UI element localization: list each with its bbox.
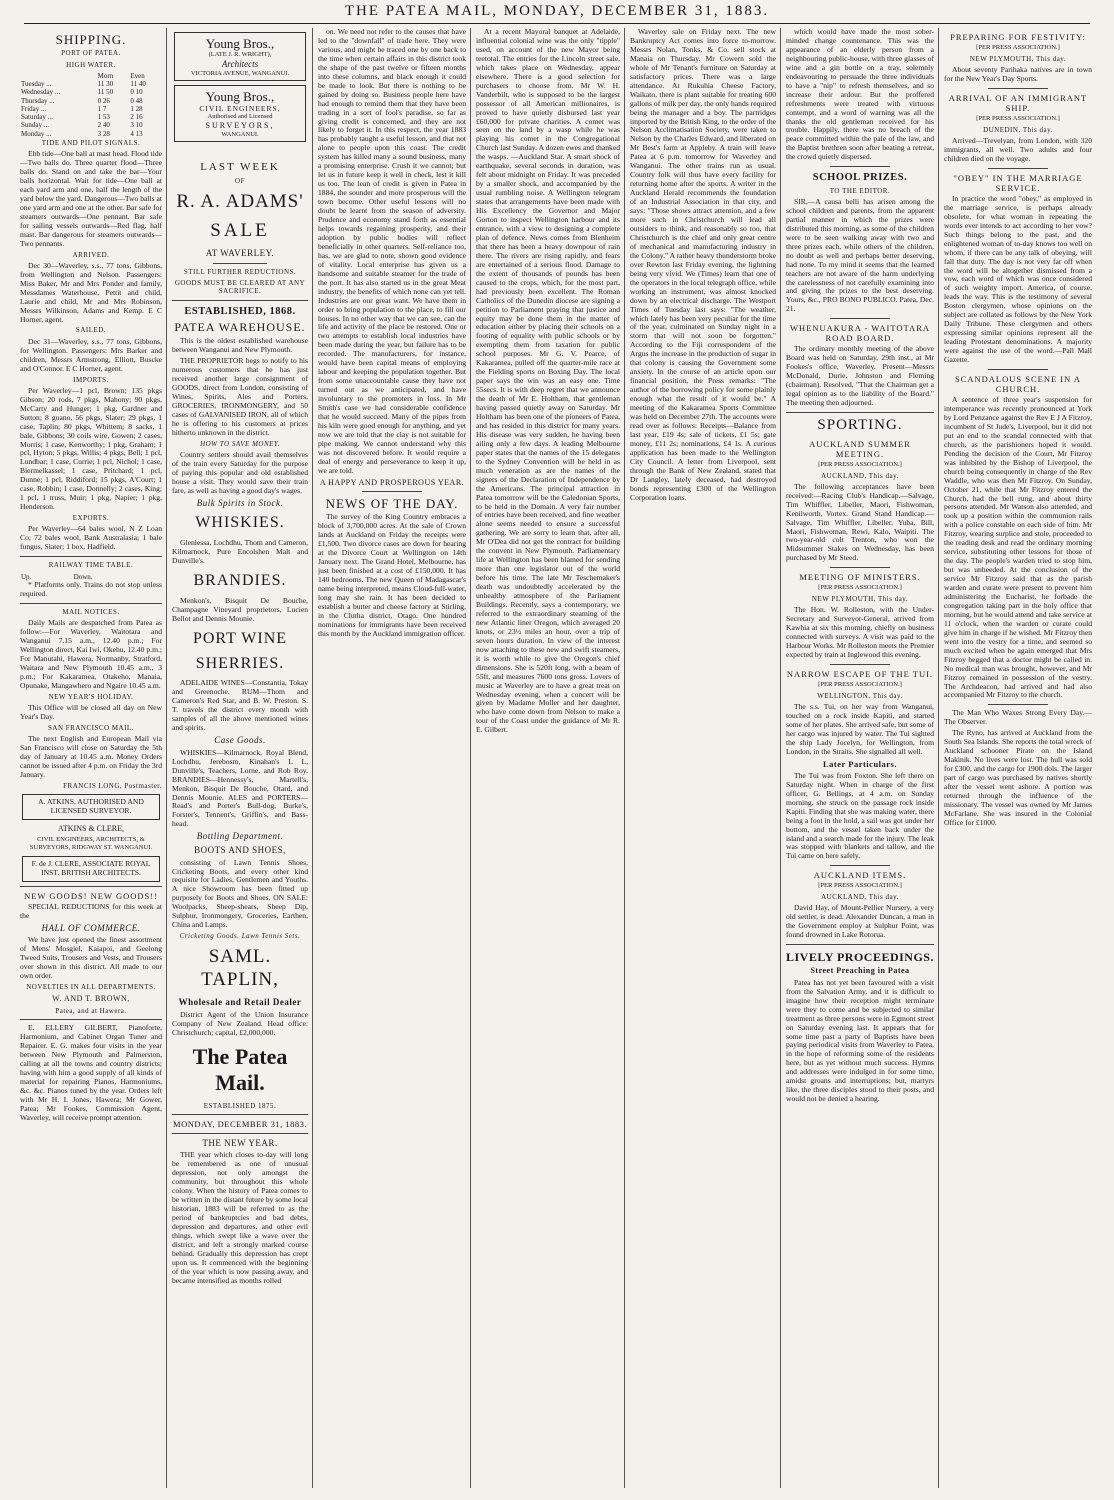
school-prizes-text: SIR,—A causa belli has arisen among the school children and parents, from the apparent partial manner in which the prizes were distributed this morning, as some of the children were to be seen walking away with two and three prizes each, while others of the children, no doubt as well and perhaps better deserving, had none. To my mind it seems that the learned teachers are not aware of the harm underlying the carelessness of not carefully examining into and giving the prizes to the best deserving. Yours, &c., PRO BONO PUBLICO. Patea, Dec. 21. xyxy=(786,196,934,314)
of-label: OF xyxy=(235,177,245,186)
high-water-heading: HIGH WATER. xyxy=(66,60,116,69)
divider xyxy=(988,88,1047,89)
imports-title: IMPORTS. xyxy=(73,375,109,384)
case-goods-text: WHISKIES—Kilmarnock, Royal Blend, Lochdhu, Jerebosm, Kinahan's L L, Dunville's, Teachers, Lorne, and Rob Roy. BRANDIES—Hennessy's, Martell's, Menkon, Bisquit De Bouche, Otard, and Dennis Mounie. ALES and PORTERS—Read's and Porter's Bull-dog, Burke's, Forster's, Tennent's, Griffin's, and Bass-head. xyxy=(172,747,308,829)
divider xyxy=(988,369,1047,370)
holiday-text: This Office will be closed all day on New Year's Day. xyxy=(20,702,162,721)
case-goods-heading: Case Goods. xyxy=(214,735,266,746)
tide-row xyxy=(20,121,162,129)
shipping-title: SHIPPING. xyxy=(55,32,127,47)
dateline: AUCKLAND, This day. xyxy=(821,893,899,902)
sf-text: The next English and European Mail via San Francisco will close on Saturday the 5th day of January at 10.45 a.m. Money Orders cannot be issued after 4 p.m. on Friday the 3rd January. xyxy=(20,733,162,779)
column-5 xyxy=(630,28,776,1488)
tide-row xyxy=(20,80,162,88)
divider xyxy=(830,865,889,866)
immigrant-ship-text: Arrived—Trevelyan, from London, with 320 immigrants, all well. Two adults and four children died on the voyage. xyxy=(944,135,1092,163)
tide-cell: Tuesday ... xyxy=(21,80,52,89)
immigrant-ship-title: ARRIVAL OF AN IMMIGRANT SHIP. xyxy=(948,92,1088,113)
mail-text: Daily Mails are despatched from Patea as follow:—For Waverley, Waitotara and Wanganui 7.15 a.m., 12.40 p.m.; For Wellington direct, Kai Iwi, Okehu, 12.40 p.m.; For Manutahi, Hawera, Normanby, Stratford, Waitara and New Plymouth 10.45 a.m., 3 p.m.; For Kakaramea, Otakeho, Manaia, Opunake, Mangawhero and Ngaire 10.45 a.m. xyxy=(20,617,162,690)
news-continued: Waverley sale on Friday next. The new Bankruptcy Act comes into force to-morrow. Messrs Nolan, Tonks, & Co. sell stock at Manaia on Thursday. Mr Cowern sold the whole of Mr Tenant's furniture on Saturday at satisfactory prices. There was a large attendance. At Rukuhia Cheese Factory, Waikato, there is plant suitable for treating 600 gallons of milk per day, the only hands required being the manager and a boy. The partridges imported by the British King, to the order of the Nelson Acclimatisation Society, were taken to Nelson by the Charles Edward, and liberated on Mr Best's farm at Appleby. A train will leave Patea at 6 p.m. tomorrow for Waverley and Wanganui. The other trains run as usual. Country folk will thus have every facility for returning home after the sports. A writer in the Auckland Herald recommends the foundation of an Industrial Association in that city, and says: "Those shows attract attention, and a few more such in Christchurch will lead all outsiders to think, and reasonably so too, that Christchurch is the chief and only great centre of mechanical and manufacturing industry in the Colony." A rather heavy thunderstorm broke over Rewton last Friday evening, the lightning being very vivid. We (Times) learn that one of the operators in the local telegraph office, while working an instrument, was almost knocked down by an electrical discharge. The Westport Times of Tuesday last says: "The weather, which lately has been very peculiar for the time of the year, culminated on Sunday night in a storm that will not soon be forgotten." According to the Fiji correspondent of the Argus the increase in the production of sugar in that colony is causing the Government some anxiety. In the course of an article upon our financial position, the Press remarks: "The author of the borrowing policy for some plainly enough what the result of it would be." A meeting of the Kakaramea Sports Committee was held on December 27th. The accounts were read over as follows: Receipts—Balance from last year, £19 4s; sale of tickets, £1 5s; gate money, £11 2s; nominations, £4 1s. A curious application has been made to the Wellington City Council. A letter from Liverpool, sent through the Bank of New Zealand, stated that Dr Langley, lately deceased, had destroyed bonds representing £300 of the Wellington Corporation loans. xyxy=(630,28,776,502)
tide-cell: 11 30 xyxy=(97,80,114,89)
tide-cell: 3 10 xyxy=(130,121,143,130)
paper-nameplate: The Patea Mail. xyxy=(192,1043,288,1095)
tide-row xyxy=(20,97,162,105)
tide-cell: 0 10 xyxy=(130,88,143,97)
tide-header-cell: Even xyxy=(130,71,145,80)
tide-cell: 11 40 xyxy=(130,80,146,89)
auckland-items-text: David Hay, of Mount-Pellier Nursery, a very old settler, is dead. Alexander Duncan, a man in the Government employ at Sulphur Point, was found drowned in Lake Rotorua. xyxy=(786,903,934,940)
imports-text: Per Waverley—1 pcl, Brown; 135 pkgs Gibson; 20 rods, 7 pkgs, Mahony; 90 pkgs, McCarty and Hunger; 1 pkg, Gardner and Sutton; 8 guano, 56 pkgs, Slater; 29 pkgs, 1 case, Taplin; 80 pkgs, Whittem; 8 sacks, 1 bale, Gibbons; 30 coils wire, Gowen; 2 cases, Morris; 1 case, Kenworthy; 1 pkg, Graham; 1 pcl, Hyton; 5 pkgs, Willis; 4 pkgs, Bell; 1 pcl, Lundbar; 1 case, Currie; 1 pcl, Nichol; 1 case, Biermelkassel; 1 case, Pritchard; 1 pcl, Dunne; 1 pcl, Riddiford; 15 pkgs, A'Court; 1 case, Robbin; 1 case, Donnelly; 2 cases, King; 1 pcl, 1 truss, Muir; 1 pkg, Napier; 1 pkg, Henderson. xyxy=(20,385,162,512)
divider xyxy=(786,412,934,413)
masthead-rule xyxy=(24,23,1090,24)
established-heading: ESTABLISHED, 1868. xyxy=(184,305,296,317)
sf-title: SAN FRANCISCO MAIL. xyxy=(48,723,134,732)
festivity-text: About seventy Parihaka natives are in town for the New Year's Day Sports. xyxy=(944,65,1092,83)
arrived-title: ARRIVED. xyxy=(72,250,110,259)
divider xyxy=(830,567,889,568)
goods-signature: W. AND T. BROWN, xyxy=(52,994,130,1004)
dateline: NEW PLYMOUTH, This day. xyxy=(811,595,909,604)
goods-novelties: NOVELTIES IN ALL DEPARTMENTS. xyxy=(26,983,156,992)
taplin-subtitle: Wholesale and Retail Dealer xyxy=(178,997,302,1008)
tide-header-cell: Morn xyxy=(97,71,114,80)
dateline: WELLINGTON, This day. xyxy=(817,691,903,700)
tide-cell: 4 13 xyxy=(130,129,143,138)
tide-cell: Saturday ... xyxy=(21,113,53,122)
scandal-title: SCANDALOUS SCENE IN A CHURCH. xyxy=(954,373,1082,394)
railway-header-down: Down. xyxy=(73,572,93,581)
bulk-heading: Bulk Spirits in Stock. xyxy=(196,497,284,508)
later-text: The Tui was from Foxton. She left there on Saturday night. When in charge of the first officer, G. Bellings, at 4 a.m. on Sunday morning, she struck on the passage rock inside Kapiti. Finding that she was making water, there being a foot in the hold, a sail was got under her bottom, and the vessel taken back under the island and a search made for the injury. The leak was stopped with blankets and tallow, and the Tui came on here safely. xyxy=(786,770,934,861)
divider xyxy=(172,1114,308,1115)
cricket-line: Cricketing Goods. Lawn Tennis Sets. xyxy=(179,932,301,941)
tide-cell: 0 48 xyxy=(130,96,143,105)
warehouse-subtitle: This is the oldest established warehouse between Wanganui and New Plymouth. xyxy=(172,336,308,355)
column-6 xyxy=(786,28,934,1488)
brandies-list: Menkon's, Bisquit De Bouche, Champagne Vineyard proprietors, Lucien Bellot and Dennis Mounie. xyxy=(172,595,308,623)
divider xyxy=(988,704,1047,705)
divider xyxy=(172,1133,308,1134)
divider xyxy=(213,263,267,264)
divider xyxy=(20,603,162,604)
ministers-title: MEETING OF MINISTERS. xyxy=(799,572,921,583)
column-rule xyxy=(938,28,939,1488)
young-bros-surveyors: SURVEYORS, xyxy=(205,121,275,131)
young-bros-late: (LATE J. R. WRIGHT), xyxy=(208,51,272,59)
atkins-ad: A. ATKINS, AUTHORISED AND LICENSED SURVEYOR. xyxy=(22,794,160,820)
summer-meeting-title: AUCKLAND SUMMER MEETING. xyxy=(809,438,911,459)
wines-text: ADELAIDE WINES—Constantia, Tokay and Greenoche. RUM—Thom and Cameron's Red Star, and B. W. Preston. S. T. travels the district every month with samples of all the above mentioned wines and spirits. xyxy=(172,678,308,733)
sf-signature: FRANCIS LONG, Postmaster. xyxy=(63,781,162,790)
lively-title: LIVELY PROCEEDINGS. xyxy=(786,950,934,965)
bottling-heading: Bottling Department. xyxy=(196,831,284,842)
young-bros-role: CIVIL ENGINEERS, xyxy=(199,103,281,113)
column-rule xyxy=(624,28,625,1488)
school-prizes-to: TO THE EDITOR. xyxy=(829,186,891,195)
masthead: THE PATEA MAIL, MONDAY, DECEMBER 31, 1883. xyxy=(344,3,770,19)
dateline: AUCKLAND, This day. xyxy=(821,471,899,480)
lively-subtitle: Street Preaching in Patea xyxy=(810,966,910,976)
happy-new-year: A HAPPY AND PROSPEROUS YEAR. xyxy=(319,477,465,487)
waxes-text: The Ryno, has arrived at Auckland from the South Sea Islands. She reports the total wreck of Auckland schooner Pirate on the Island Makinik. No lives were lost. The hull was sold for £300, and the cargo for 1900 dols. The larger part of cargo was purchased by natives shortly after the vessel went ashore. A portion was returned through the influence of the missionary. The vessel was owned by Mr James McFarlane. She was insured in the Colonial Office for £1000. xyxy=(944,728,1092,827)
taplin-name: SAML. TAPLIN, xyxy=(201,946,279,990)
port-heading: PORT OF PATEA. xyxy=(61,49,121,58)
sporting-title: SPORTING. xyxy=(817,417,903,434)
column-rule xyxy=(166,28,167,1488)
ministers-text: The Hon. W. Rolleston, with the Under-Secretary and Surveyor-General, arrived from Kawhia at six this morning, chiefly on business connected with surveys. A visit was paid to the Harbour Works. Mr Rolleston meets the Premier expected by train at Inglewood this evening. xyxy=(786,605,934,660)
tide-row xyxy=(20,113,162,121)
tide-cell: 2 16 xyxy=(130,113,143,122)
exports-title: EXPORTS. xyxy=(72,514,110,523)
divider xyxy=(20,556,162,557)
tide-cell: 11 50 xyxy=(97,88,114,97)
brandies-heading: BRANDIES. xyxy=(193,571,287,589)
news-continued: At a recent Mayoral banquet at Adelaide, influential colonial wine was the only "tipple" used, on account of the new Mayor being teetotal. The entries for the Lincoln street sale, which takes place on Wednesday, appear elsewhere. There is a good selection for purchasers to choose from. Mr W. H. Vanderbilt, who is supposed to be the largest possessor of all American millionaires, is proved to have quietly disbursed last year £60,000 for private charities. A comet was seen on the land by a wasp while he was playing his comet in the Congregational Church last Sunday. A dozen ewes and thanked the wasps. —Auckland Star. A smart shock of earthquake, several seconds in duration, was felt about midnight on Friday. It was preceded by a smaller shock, and accompanied by the usual rumbling noise. A Wellington telegram states that arrangements have been made with His Excellency the Governor and Major Gorton to inspect Wellington harbour and its entrance, with a view to designing a complete plan of defence. News comes from Blenheim that there has been a heavy downpour of rain there. The rivers are rising rapidly, and fears are entertained of a serious flood. Damage to the extent of thousands of pounds has been caused to the crops, which, for the most part, had previously been excellent. The Roman Catholics of the Dunedin diocese are signing a petition to Parliament praying that justice and equity may be done them in the matter of education either by placing their schools on a footing of equality with public schools or by exempting them from taxation for public school purposes. Mr G. V. Pearce, of Kakaramea, pulled off the quarter-mile race at the Fielding sports on Boxing Day. The local paper says the win was an easy one. Time 55secs. It is with deep regret that we announce the death of Mr E. Holtham, that gentleman having passed quietly away on Saturday. Mr Holtham has been one of the pioneers of Patea, and has resided in this district for many years. His disease was very sudden, he having been ailing only a few days. A leading Melbourne paper states that the names of the 15 delegates to the Sydney Convention will be held in as much veneration as are the names of the signers of the Declaration of Independence by the Americans. The principal attraction in Patea tomorrow will be the Caledonian Sports, to be held in the Domain. A very fair number of entries have been received, and fine weather alone seems needed to ensure a successful gathering. We are sorry to learn that, after all, Mr O'Dea did not get the contract for building the convent in New Plymouth. Parliamentary life at Wellington has been blamed for sending more than one legislator out of the world before his time. The late Mr Teschemaker's death was undoubtedly accelerated by the unhealthy atmosphere of the Parliament Buildings. Recently, says a contemporary, we referred to the extraordinary steaming of the new Atlantic liner Oregon, which averaged 20 knots, or 23½ miles an hour, over a trip of seven hours duration. In view of the interest now attaching to these new and swift steamers, it is worth while to give the Oregon's chief dimensions. She is 520ft long, with a beam of 55ft, and measures 7600 tons gross. Lovers of music at Waverley are to have a great treat on Wednesday evening, when a concert will be given by Madame Moller and her daughter, who have come down from Nelson to make a tour of the Coast under the guidance of Mr R. E. Gilbert. xyxy=(476,28,620,735)
road-board-text: The ordinary monthly meeting of the above Board was held on Saturday, 29th inst., at Mr Fookes's office, Waverley. Present—Messrs McDonald, Durie, Johnston and Fleming (chairman). Resolved, "That the Chairman get a legal opinion as to the liability of the Board." The meeting then adjourned. xyxy=(786,344,934,408)
editorial-text: on. We need not refer to the causes that have led to the "downfall" of trade here. They were various, and might be traced one by one back to the time when certain affairs in this district took the shape of the past twelve or fifteen months into these columns, and black enough it could be made to look. But there is nothing to be gained by doing so. Business people here have had enough to remind them that they have been trading in a sort of fool's paradise, so far as giving credit is concerned, and they are not likely to forget it. In this respect, the year 1883 has probably taught a useful lesson, and that not alone to people upon this coast. The credit system has killed many a sound business, many a promising enterprise. Crush it we cannot; but let us in future keep it well in check, lest it kill us too. The lean of credit is given in Patea in 1884, the sounder and more prosperous will the town become. Other useful lessons will no doubt be learnt from the season of adversity. Prudence and economy stand forth as essential helps towards regaining prosperity, and their adoption by public bodies will reflect beneficially in other quarters. Self-reliance too, has, we are glad to note, shown good evidence of vitality. Local enterprise has given us a handsome and suitable steamer for the trade of the port. It has also started us in the great Meat industry, the benefits of which none can yet tell. Industries are our great want. We have them in order to bring population to the place, to fill our houses. In no other way that we can see, can the life and activity of the place be restored. One or two attempts to establish local industries have been made during the year, but failure has to be recorded. The manufacturers, for instance, would have been capital means of employing labour and keeping the population together. But from some unaccountable cause they have not turned out as we anticipated, and have involuntary to the promoters in loss. In Mr Smith's case we had considerable confidence that he would succeed. Many of the pipes from his kiln were good enough for anything, and yet now we are told that the clay is not suitable for pipe making. We cannot understand why this was not discovered before. It would require a deal of energy and perseverance to keep it up, we are told. xyxy=(318,28,466,475)
divider xyxy=(830,318,889,319)
new-year-title: THE NEW YEAR. xyxy=(202,1137,278,1148)
divider xyxy=(988,168,1047,169)
signals-title: TIDE AND PILOT SIGNALS. xyxy=(41,138,141,147)
divider xyxy=(830,664,889,665)
tide-cell: Friday ... xyxy=(21,104,47,113)
paper-established: ESTABLISHED 1875. xyxy=(203,1101,277,1110)
dateline: DUNEDIN, This day. xyxy=(983,125,1053,134)
clere-details: CIVIL ENGINEERS, ARCHITECTS, & SURVEYORS, RIDGWAY ST. WANGANUI. xyxy=(29,836,153,852)
column-2 xyxy=(172,28,308,1488)
goods-head: SPECIAL REDUCTIONS for this week at the xyxy=(20,901,162,920)
arrived-text: Dec 30—Waverley, s.s., 77 tons, Gibbons, from Wellington and Nelson. Passengers: Miss Baker, Mr and Mrs Ponder and family, Messdames Waterhouse, Pettit and child, Laurie and child, Mr and Mrs Robinson, Messrs Wilkinson, Adams and Kemp. E C Horner, agent. xyxy=(20,260,162,324)
gilbert-ad: E. ELLERY GILBERT, Pianoforte, Harmonium, and Cabinet Organ Tuner and Repairer. E. G. makes four visits in the year between New Plymouth and Palmerston, calling at all the towns and country districts; having with him a good supply of all kinds of material for repairing Pianos, Harmoniums, &c. &c. Pianos tuned by the year. Orders left with Mr H. I. Jones, Hawera; Mr Gower, Patea; Mr Fookes, Commission Agent, Waverley, will receive prompt attention. xyxy=(20,1022,162,1122)
tide-cell: 1 28 xyxy=(130,104,143,113)
sailed-text: Dec 31—Waverley, s.s., 77 tons, Gibbons, for Wellington. Passengers: Mrs Barker and children, Messrs Armstrong, Elliott, Buscke and O'Connor. E C Horner, agent. xyxy=(20,336,162,373)
tide-cell: Monday ... xyxy=(21,129,52,138)
press-assoc-tag: [PER PRESS ASSOCIATION.] xyxy=(818,882,902,890)
lively-text: Patea has not yet been favoured with a visit from the Salvation Army, and it is difficult to imagine how their reception might terminate were they to come and be subjected to similar treatment as three persons were in Egmont street on Saturday evening last. It appears that for some time past a party of Baptists have been paying periodical visits from Waverley to Patea, in the hope of reforming some of the residents here, but as yet without much success. Hymns and addresses were indulged in for some time, amidst groans and interruptions; but, martyrs like, the three disciples stood to their posts, and would not be denied a hearing. xyxy=(786,977,934,1104)
port-wine-heading: PORT WINE xyxy=(192,629,288,647)
column-4 xyxy=(476,28,620,1488)
obey-text: In practice the word "obey," as employed in the marriage service, is perhaps already obsolete, for what woman in repeating the words ever intends to act according to her vow? Such things belong to the past, and the enlightened woman of to-day knows too well on whom, if there can be any talk of obeying, will fall that duty. The day is not very far off when the word will be altogether dismissed from a vow, each word of which was once considered of such weighty import. America, of course, leads the way. This is the testimony of several Boston clergymen, whose opinions on the subject are collated as follows by the New York Daily Tribune. These clergymen and others expressing similar opinions represent all the leading Protestant denominations. A majority were against the use of the word.—Pall Mall Gazette. xyxy=(944,193,1092,365)
news-text: The survey of the King Country embraces a block of 3,700,000 acres. At the sale of Crown lands at Auckland on Friday the receipts were £1,500. Two divorce cases are down for hearing at the Divorce Court at Wellington on 14th January next. The Grand Hotel, Melbourne, has just been finished at a cost of £150,000. It has 140 bedrooms. The new Queen of Madagascar's name being interpreted, means Cloud-full-water, long may she rain. It has been decided to establish a butter and cheese factory at Stirling, in the Clutha district, Otago. One hundred nominations for immigrants have been received this month by the Auckland immigration officer. xyxy=(318,512,466,638)
press-assoc-tag: [PER PRESS ASSOCIATION.] xyxy=(976,44,1060,52)
young-bros-address: VICTORIA AVENUE, WANGANUI. xyxy=(190,69,290,77)
column-3 xyxy=(318,28,466,1488)
sporting-text: The following acceptances have been received:—Racing Club's Handicap.—Salvage, Tim Whiffler, Libeller, Maori, Fishwoman, Kenilworth, Vortex. Grand Stand Handicap.—Salvage, Tim Whiffler, Libeller, Yuba, Bill, Maori, Fishwoman, Rewi, Kalo, Waipiti. The two-year-old colt Trenton, who won the Midsummer Stakes on Wednesday, has been purchased by Mr Steed. xyxy=(786,481,934,563)
divider xyxy=(362,491,421,492)
boots-text: consisting of Lawn Tennis Shoes, Cricketing Boots, and every other kind requisite for Ladies, Gentlemen and Youths. A nice Showroom has been fitted up purposely for Boots and Shoes. ON SALE: Woolpacks, Sheep-shears, Sheep Dip, Sulphur, Ironmongery, Groceries, Earthen, China and Lamps. xyxy=(172,857,308,930)
auckland-items-title: AUCKLAND ITEMS. xyxy=(813,870,907,881)
press-assoc-tag: [PER PRESS ASSOCIATION.] xyxy=(976,114,1060,122)
column-7 xyxy=(944,28,1092,1488)
young-bros-architects-ad xyxy=(174,32,306,81)
tide-cell: 1 7 xyxy=(97,104,107,113)
tide-row xyxy=(20,130,162,138)
tui-text: The s.s. Tui, on her way from Wanganui, touched on a rock inside Kapiti, and started some of her plates. She arrived safe, but some of her cargo was injured by water. The Tui sighted the ship Lady Jocelyn, for Wellington, from London, in the Straits. She signalled all well. xyxy=(786,702,934,756)
column-rule xyxy=(780,28,781,1488)
goods-hall: HALL OF COMMERCE. xyxy=(41,922,141,933)
press-assoc-tag: [PER PRESS ASSOCIATION.] xyxy=(818,681,902,689)
young-bros-engineers-ad xyxy=(174,85,306,142)
whiskies-heading: WHISKIES. xyxy=(195,514,285,532)
scandal-text: A sentence of three year's suspension for intemperance was recently pronounced at York by Lord Penzance against the Rev E J A Fitzroy, incumbent of St Jude's, Liverpool, but it did not put an end to the scandal connected with that church, as the parishioners hoped it would. Pending the decision of the Court, Mr Fitzroy was inhibited by the Bishop of Liverpool, the church being consequently in charge of the Rev Waddle, who was then Mr Fitzroy. On Sunday, October 21, while that Mr Fitzroy entered the Church, had the bell rung, and about thirty persons attended. Mr Watson also attended, and took up a position within the communion rails with a police constable on each side of him. Mr Fitzroy, wearing surplice and stole, proceeded to the reading desk and read the ordinary morning service, substituting other lessons for those of the day. The people's warden tried to stop him, but was unheeded. At the conclusion of the service Mr Fitzroy said that as the parish warden and curate were present to prevent him administering the Eucharist, he forbade the congregation taking part in the holy office that morning, but he would attend and take service at 11 o'clock, when the warden or curate could give him in charge if he wished. Mr Fitzroy then went into the vestry for a time, and seemed so much excited when he again emerged that Mrs Fitzroy begged that a doctor might be called in. No medical man was brought, however, and Mr Fitzroy remained in possession of the vestry. The Archdeacon, had arrived and had also accompanied Mr Fitzroy to the church. xyxy=(944,395,1092,700)
column-rule xyxy=(470,28,471,1488)
sale-heading: SALE xyxy=(210,219,270,241)
cleared-line: GOODS MUST BE CLEARED AT ANY SACRIFICE. xyxy=(174,279,306,296)
festivity-title: PREPARING FOR FESTIVITY: xyxy=(950,32,1086,42)
tide-cell: 1 53 xyxy=(97,113,110,122)
sailed-title: SAILED. xyxy=(75,326,107,335)
divider xyxy=(20,1019,162,1020)
clere-name: ATKINS & CLERE, xyxy=(58,823,124,833)
road-board-title: WHENUAKURA - WAITOTARA ROAD BOARD. xyxy=(790,323,930,344)
young-bros-auth: Authorised and Licensed xyxy=(207,113,273,121)
sale-location: AT WAVERLEY. xyxy=(205,248,275,259)
tide-cell: 3 28 xyxy=(97,129,110,138)
young-bros-address: WANGANUI. xyxy=(221,130,259,138)
column-1 xyxy=(20,28,162,1488)
waxes-line: The Man Who Waxes Strong Every Day.—The Observer. xyxy=(944,708,1092,727)
obey-title: "OBEY" IN THE MARRIAGE SERVICE. xyxy=(953,172,1083,193)
dateline: NEW PLYMOUTH, This day. xyxy=(969,54,1067,63)
tide-header-row xyxy=(20,72,162,80)
boots-heading: BOOTS AND SHOES, xyxy=(194,844,286,855)
press-assoc-tag: [PER PRESS ASSOCIATION.] xyxy=(818,460,902,468)
railway-note: * Platforms only. Trains do not stop unless required. xyxy=(20,579,162,598)
new-year-text: THE year which closes to-day will long be remembered as one of unusual depression, not only amongst the community, but throughout this whole colony. When the history of Patea comes to be written in the distant future by some local historian, 1883 will be referred to as the period of bankruptcies and bad debts, depression and departures, and other evil things, which swept like a wave over the district, and left a strongly marked course behind. Gradually this depression has crept upon us. It commenced with the beginning of the year which is now passing away, and became intensified as months rolled xyxy=(172,1150,308,1285)
union-text: District Agent of the Union Insurance Company of New Zealand. Head office: Christchurch; capital, £2,000,000. xyxy=(172,1009,308,1037)
tide-cell: 0 26 xyxy=(97,96,110,105)
tide-header-cell xyxy=(20,72,97,80)
proprietor-text: THE PROPRIETOR begs to notify to his numerous customers that he has just received another large consignment of GOODS, direct from London, consisting of Wines, Spirits, Ales and Porters, GROCERIES, IRONMONGERY, and 50 cases of GALVANISED IRON, all of which he is offering to his customers at prices hitherto unknown in the district. xyxy=(172,356,308,437)
paper-date: MONDAY, DECEMBER 31, 1883. xyxy=(173,1118,307,1129)
last-week: LAST WEEK xyxy=(200,161,280,174)
young-bros-name: Young Bros., xyxy=(205,89,275,105)
preaching-continued: which would have made the most sober-minded change countenance. This was the appearance of an elderly person from a neighbouring public-house, with three glasses of wine and a gin bottle on a tray, solemnly endeavouring to persuade the three individuals to have a "nip" to refresh themselves, and so increase their ardour. But the proffered refreshments were treated with virtuous contempt, and a word of warning was all the thanks the old gentleman received for his trouble. Happily, there was no breach of the peace committed within the pale of the law, and the Baptist brethren soon after beating a retreat, the crowd quietly dispersed. xyxy=(786,28,934,162)
column-rule xyxy=(312,28,313,1488)
divider xyxy=(830,166,889,167)
tide-row xyxy=(20,105,162,113)
reductions-line: STILL FURTHER REDUCTIONS. xyxy=(183,267,297,276)
railway-title: RAILWAY TIME TABLE. xyxy=(48,561,134,570)
whiskies-list: Glenlessa, Lochdhu, Thom and Cameron, Kilmarnock, Pure Encolshen Malt and Dunville's. xyxy=(172,538,308,565)
tide-cell: Wednesday ... xyxy=(21,88,61,97)
tide-cell: 2 40 xyxy=(97,121,110,130)
young-bros-name: Young Bros., xyxy=(205,36,275,51)
warehouse-heading: PATEA WAREHOUSE. xyxy=(174,319,306,334)
divider xyxy=(786,944,934,945)
school-prizes-title: SCHOOL PRIZES. xyxy=(812,172,908,184)
goods-text: We have just opened the finest assortment of Mens' Mosgiel, Kaiapoi, and Geelong Tweed Suits, Trousers and Vests, and Trousers over shown in this district. All made to our own order. xyxy=(20,935,162,981)
clere-ad: F. de J. CLERE, ASSOCIATE ROYAL INST. BRITISH ARCHITECTS. xyxy=(22,856,160,882)
goods-signature-location: Patea, and at Hawera. xyxy=(55,1006,127,1015)
tide-row xyxy=(20,88,162,96)
mail-title: MAIL NOTICES. xyxy=(62,607,120,616)
young-bros-role: Architects xyxy=(221,58,259,69)
tide-cell: Sunday ... xyxy=(21,121,49,130)
goods-title: NEW GOODS! NEW GOODS!! xyxy=(24,890,158,901)
save-money-text: Country settlers should avail themselves of the train every Saturday for the purpose of paying this popular and old established house a visit. They would save their train fare, as well as having a good day's wages. xyxy=(172,449,308,495)
news-title: NEWS OF THE DAY. xyxy=(325,496,459,512)
tide-cell: Thursday ... xyxy=(21,96,55,105)
holiday-title: NEW YEAR'S HOLIDAY. xyxy=(48,692,134,701)
press-assoc-tag: [PER PRESS ASSOCIATION.] xyxy=(818,584,902,592)
divider xyxy=(172,300,308,301)
railway-header-up: Up. xyxy=(21,572,32,581)
tui-title: NARROW ESCAPE OF THE TUI. xyxy=(786,669,934,680)
divider xyxy=(20,886,162,887)
sherries-heading: SHERRIES. xyxy=(195,654,285,672)
exports-text: Per Waverley—64 bales wool, N Z Loan Co; 72 bales wool, Bank Australasia; 1 bale fungus, Slater; 1 box, Hadfield. xyxy=(20,524,162,552)
adams-name: R. A. ADAMS' xyxy=(176,191,304,213)
later-particulars: Later Particulars. xyxy=(823,758,897,769)
save-money-heading: HOW TO SAVE MONEY. xyxy=(200,439,280,448)
signals-text: Ebb tide—One ball at mast head. Flood tide—Two balls do. Three quarter flood—Three balls do. Stand on and take the bar—Your balls horizontal. Wait for tide—One ball at each yard arm and one, half the length of the yard below the yard. Dangerous—Two balls at one yard arm and one at the other. Bar safe for steamers outwards—One pennant. Bar safe for sailing vessels outwards—Red flag, half mast. Bar dangerous for steamers outwards—Two pennants. xyxy=(20,149,162,248)
tide-table xyxy=(20,72,162,138)
